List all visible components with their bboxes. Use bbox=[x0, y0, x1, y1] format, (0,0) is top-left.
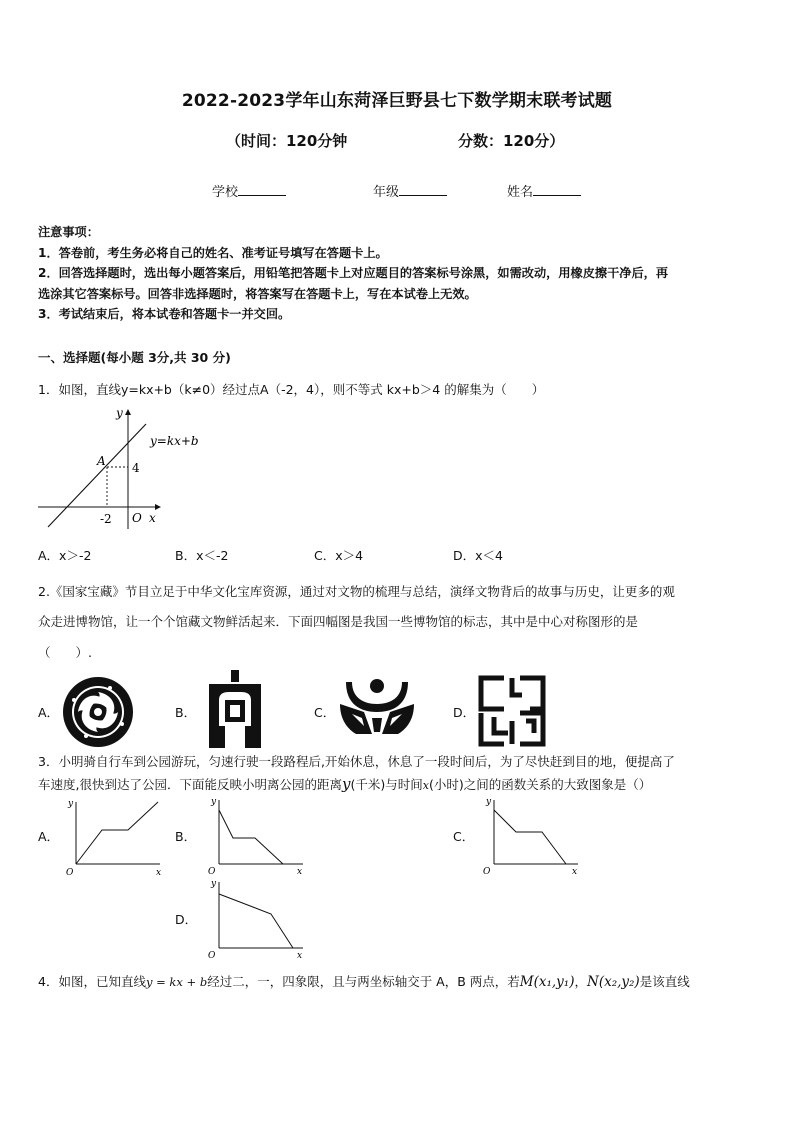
q1-graph bbox=[36, 404, 206, 532]
exam-time: （时间：120分钟 bbox=[226, 132, 348, 150]
school-label: 学校 bbox=[212, 185, 239, 200]
q4-comma: ， bbox=[574, 974, 587, 989]
q4-equation: y = kx + b bbox=[145, 975, 208, 989]
axis-x-label: x bbox=[572, 867, 578, 877]
q4-part2: 经过二，一，四象限，且与两坐标轴交于 A，B 两点，若 bbox=[207, 974, 520, 989]
museum-logo-square-icon bbox=[478, 675, 546, 747]
notes-heading: 注意事项： bbox=[38, 225, 99, 239]
axis-x-label: x bbox=[156, 868, 162, 878]
origin-label: O bbox=[132, 511, 142, 525]
line-label: y=kx+b bbox=[150, 434, 199, 448]
name-label: 姓名 bbox=[507, 185, 534, 200]
q3-graph-b bbox=[203, 794, 307, 878]
school-field bbox=[212, 181, 286, 200]
axis-y-label: y bbox=[211, 797, 217, 807]
q3-option-a: A． bbox=[38, 829, 60, 844]
grade-label: 年级 bbox=[373, 185, 400, 200]
x-tick-label: -2 bbox=[100, 512, 112, 526]
q3-graph-a bbox=[62, 796, 166, 878]
axis-x-label: x bbox=[297, 867, 303, 877]
notes-line: 1．答卷前，考生务必将自己的姓名、准考证号填写在答题卡上。 bbox=[38, 245, 388, 260]
notes-line: 选涂其它答案标号。回答非选择题时，将答案写在答题卡上，写在本试卷上无效。 bbox=[38, 286, 477, 301]
q3-stem-line2 bbox=[38, 774, 758, 796]
q2-stem-line2: 众走进博物馆，让一个个馆藏文物鲜活起来．下面四幅图是我国一些博物馆的标志，其中是中心对称图形的是 bbox=[38, 614, 639, 629]
q3-stem-line1: 3．小明骑自行车到公园游玩，匀速行驶一段路程后,开始休息，休息了一段时间后，为了尽快赶到目的地，便提高了 bbox=[38, 754, 675, 769]
q3-var-y: y bbox=[341, 775, 351, 793]
grade-field bbox=[373, 181, 447, 200]
museum-logo-mask-icon bbox=[338, 678, 416, 734]
origin-label: O bbox=[66, 868, 74, 878]
origin-label: O bbox=[483, 867, 491, 877]
q4-part1: 4．如图，已知直线 bbox=[38, 974, 146, 989]
q1-option-a: A．x＞-2 bbox=[38, 548, 92, 563]
q1-stem: 1．如图，直线y=kx+b（k≠0）经过点A（-2，4），则不等式 kx+b＞4 的解集为（ ） bbox=[38, 382, 545, 397]
axis-y-label: y bbox=[68, 799, 74, 809]
axis-y-label: y bbox=[211, 879, 217, 889]
exam-score: 分数：120分） bbox=[458, 132, 565, 150]
point-a-label: A bbox=[97, 454, 106, 468]
q2-stem-line1: 2.《国家宝藏》节目立足于中华文化宝库资源，通过对文物的梳理与总结，演绎文物背后的故事与历史，让更多的观 bbox=[38, 584, 675, 599]
axis-y-label: y bbox=[486, 797, 492, 807]
q1-option-d: D．x＜4 bbox=[453, 548, 503, 563]
q3-graph-c bbox=[478, 794, 582, 878]
q2-option-b: B． bbox=[175, 705, 197, 720]
q4-stem bbox=[38, 972, 758, 992]
q3-stem-part1: 车速度,很快到达了公园．下面能反映小明离公园的距离 bbox=[38, 777, 342, 792]
notes-line: 3．考试结束后，将本试卷和答题卡一并交回。 bbox=[38, 307, 291, 321]
q1-option-b: B．x＜-2 bbox=[175, 548, 229, 563]
q3-option-b: B． bbox=[175, 829, 197, 844]
section-heading: 一、选择题(每小题 3分,共 30 分) bbox=[38, 350, 231, 365]
q4-point-m: M(x₁,y₁) bbox=[519, 974, 575, 990]
q2-option-d: D． bbox=[453, 705, 476, 720]
q2-stem-line3: （ ）. bbox=[38, 645, 92, 660]
axis-x-label: x bbox=[297, 951, 303, 960]
q3-stem-part2: (千米)与时间 bbox=[350, 777, 423, 792]
y-axis-label: y bbox=[116, 406, 123, 420]
y-tick-label: 4 bbox=[132, 461, 140, 475]
q3-option-d: D． bbox=[175, 912, 198, 927]
museum-logo-swirl-icon bbox=[62, 676, 134, 748]
q2-option-c: C． bbox=[314, 705, 336, 720]
origin-label: O bbox=[208, 867, 216, 877]
q3-option-c: C． bbox=[453, 829, 475, 844]
q1-option-c: C．x＞4 bbox=[314, 548, 364, 563]
school-blank bbox=[238, 183, 286, 196]
origin-label: O bbox=[208, 951, 216, 960]
q3-graph-d bbox=[203, 876, 307, 960]
q3-stem-part3: (小时)之间的函数关系的大致图象是（） bbox=[428, 777, 652, 792]
page-title: 2022-2023学年山东菏泽巨野县七下数学期末联考试题 bbox=[181, 91, 613, 111]
q4-part3: 是该直线 bbox=[639, 974, 690, 989]
x-axis-label: x bbox=[149, 511, 156, 525]
notes-block bbox=[38, 222, 758, 325]
q2-option-a: A． bbox=[38, 705, 60, 720]
q3-var-x: x bbox=[422, 779, 429, 792]
grade-blank bbox=[399, 183, 447, 196]
notes-line: 2．回答选择题时，选出每小题答案后，用铅笔把答题卡上对应题目的答案标号涂黑，如需改动，用橡皮擦干净后，再 bbox=[38, 266, 669, 280]
q4-point-n: N(x₂,y₂) bbox=[587, 974, 640, 990]
name-blank bbox=[533, 183, 581, 196]
name-field bbox=[507, 181, 581, 200]
museum-logo-ding-icon bbox=[201, 670, 269, 748]
